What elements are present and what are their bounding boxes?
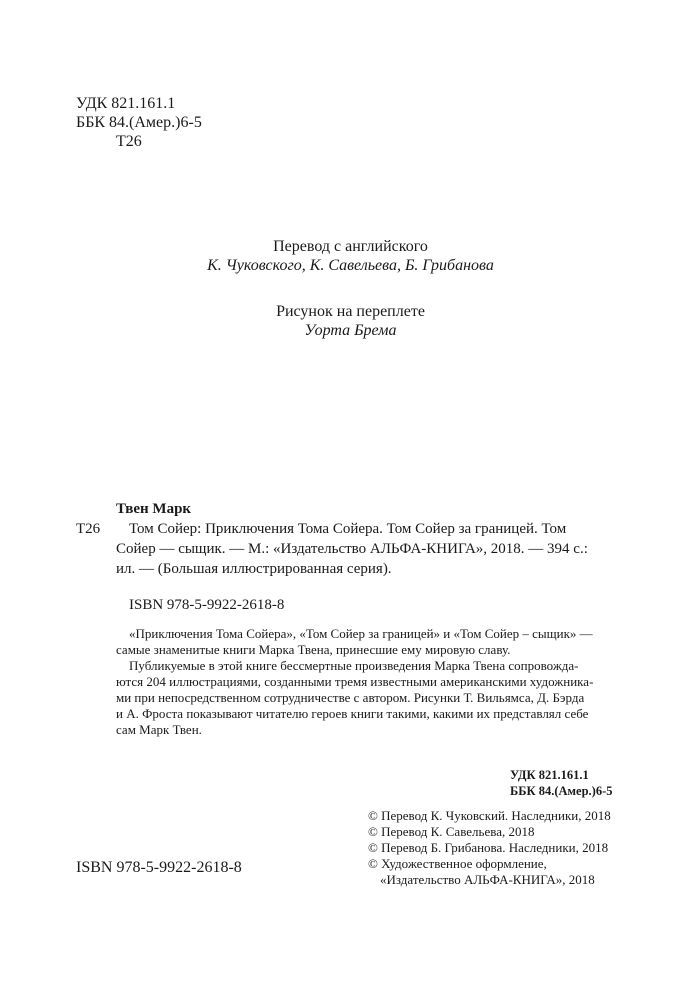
copyright-line: «Издательство АЛЬФА-КНИГА», 2018 — [380, 872, 595, 887]
annotation-line: ми при непосредственном сотрудничестве с автором. Рисунки Т. Вильямса, Д. Бэрда — [116, 690, 585, 705]
annotation-line: «Приключения Тома Сойера», «Том Сойер за границей» и «Том Сойер – сыщик» — — [129, 626, 593, 641]
header-udk: УДК 821.161.1 — [76, 95, 176, 112]
copyright-line: © Перевод Б. Грибанова. Наследники, 2018 — [368, 840, 609, 855]
copyright-line: © Художественное оформление, — [368, 856, 547, 871]
classification-bbk: ББК 84.(Амер.)6-5 — [510, 784, 613, 798]
bibliography-line: Сойер — сыщик. — М.: «Издательство АЛЬФА-КНИГА», 2018. — 394 с.: — [116, 541, 588, 557]
annotation — [116, 626, 593, 738]
header-code: Т26 — [116, 133, 142, 150]
cover-artist: Уорта Брема — [304, 322, 397, 339]
annotation-line: ются 204 иллюстрациями, созданными тремя известными американскими художника- — [116, 674, 594, 689]
translation-label: Перевод с английского — [273, 238, 428, 255]
header-bbk: ББК 84.(Амер.)6-5 — [76, 114, 202, 131]
annotation-line: самые знаменитые книги Марка Твена, принесшие ему мировую славу. — [116, 642, 511, 657]
cover-art-label: Рисунок на переплете — [276, 303, 425, 320]
copyright-line: © Перевод К. Чуковский. Наследники, 2018 — [368, 808, 611, 823]
author-name: Твен Марк — [116, 501, 192, 517]
annotation-line: и А. Фроста показывают читателю героев книги такими, какими их представлял себе — [116, 706, 589, 721]
bibliography-isbn: ISBN 978-5-9922-2618-8 — [129, 597, 285, 613]
bibliography-line: Том Сойер: Приключения Тома Сойера. Том Сойер за границей. Том — [129, 521, 567, 537]
copyright-line: © Перевод К. Савельева, 2018 — [368, 824, 535, 839]
bibliography-line: ил. — (Большая иллюстрированная серия). — [116, 561, 392, 577]
annotation-line: сам Марк Твен. — [116, 722, 202, 737]
bibliography-description — [116, 519, 588, 579]
copyrights — [368, 808, 611, 888]
translators: К. Чуковского, К. Савельева, Б. Грибанова — [207, 257, 494, 274]
annotation-line: Публикуемые в этой книге бессмертные произведения Марка Твена сопровожда- — [129, 658, 579, 673]
classification-udk: УДК 821.161.1 — [510, 768, 589, 782]
bibliography-code: Т26 — [76, 521, 101, 537]
footer-isbn: ISBN 978-5-9922-2618-8 — [76, 859, 242, 876]
